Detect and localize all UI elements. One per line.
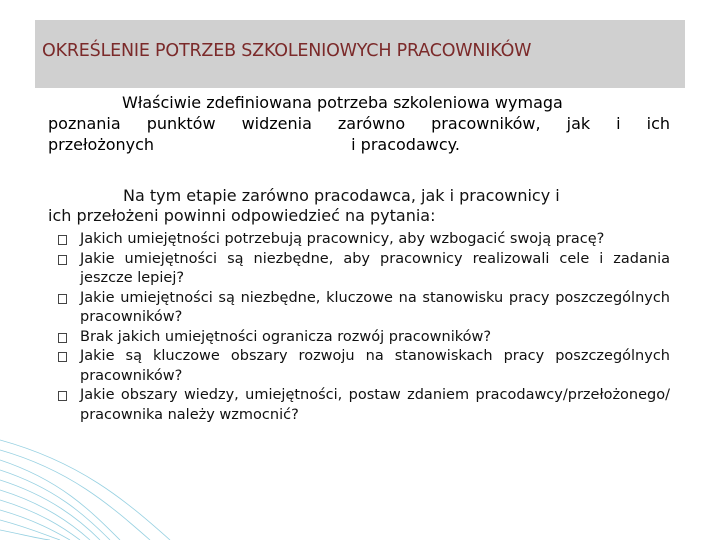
question-text: Jakie umiejętności są niezbędne, aby pracownicy realizowali cele i zadania jeszcze lepiej?	[80, 250, 670, 286]
slide-title: OKREŚLENIE POTRZEB SZKOLENIOWYCH PRACOWNIKÓW	[42, 41, 532, 61]
paragraph1-line3	[48, 134, 670, 155]
checkbox-bullet-icon	[58, 255, 67, 265]
paragraph-training-needs	[48, 92, 670, 155]
list-item	[58, 250, 670, 289]
corner-decoration	[0, 340, 200, 540]
paragraph1-line2: poznania punktów widzenia zarówno pracowników, jak i ich	[48, 114, 670, 133]
paragraph1-line3-part2: i pracodawcy.	[351, 135, 460, 154]
intro-line2: ich przełożeni powinni odpowiedzieć na pytania:	[48, 206, 436, 225]
list-item	[58, 230, 670, 250]
intro-line1: Na tym etapie zarówno pracodawca, jak i pracownicy i	[123, 186, 560, 205]
question-text: Jakie obszary wiedzy, umiejętności, postaw zdaniem pracodawcy/przełożonego/ pracownika należy wzmocnić?	[80, 387, 670, 423]
checkbox-bullet-icon	[58, 294, 67, 304]
checkbox-bullet-icon	[58, 235, 67, 245]
paragraph1-line3-part1: przełożonych	[48, 135, 155, 154]
list-item	[58, 289, 670, 328]
question-text: Jakie są kluczowe obszary rozwoju na stanowiskach pracy poszczególnych pracowników?	[80, 348, 670, 384]
question-text: Brak jakich umiejętności ogranicza rozwój pracowników?	[80, 328, 492, 345]
questions-intro	[48, 186, 670, 226]
paragraph1-line1: Właściwie zdefiniowana potrzeba szkoleniowa wymaga	[122, 93, 563, 112]
question-text: Jakie umiejętności są niezbędne, kluczowe na stanowisku pracy poszczególnych pracowników?	[80, 289, 670, 325]
swirl-lines-icon	[0, 340, 200, 540]
question-text: Jakich umiejętności potrzebują pracownicy, aby wzbogacić swoją pracę?	[80, 231, 605, 247]
